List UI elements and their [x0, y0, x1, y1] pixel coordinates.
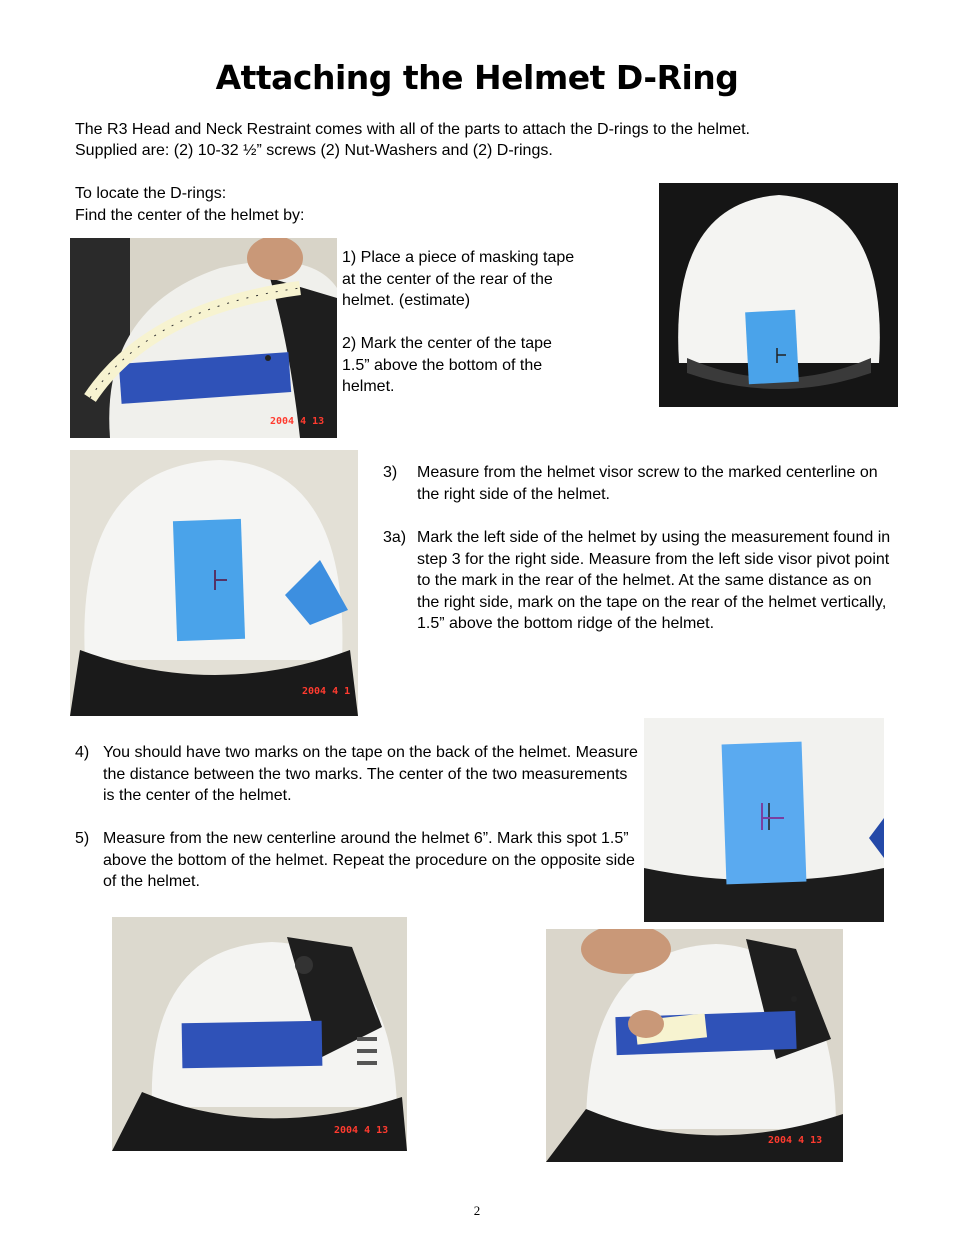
photo-3-illustration: [70, 450, 358, 716]
intro-line-2: Supplied are: (2) 10-32 ½” screws (2) Nut-Washers and (2) D-rings.: [75, 142, 553, 159]
step-3a: [383, 527, 898, 635]
page-title: Attaching the Helmet D-Ring: [215, 58, 739, 97]
step-4-number: 4): [75, 744, 90, 761]
photo-tape-measure-rear: [70, 238, 337, 438]
photo-helmet-rear-mark: [70, 450, 358, 716]
step-4-text: You should have two marks on the tape on the back of the helmet. Measure the distance between the two marks. The center of the two measurements is the center of the helmet.: [103, 744, 638, 804]
photo-helmet-side-tape: [112, 917, 407, 1151]
photo-measure-side: [546, 929, 843, 1162]
locate-subheading: Find the center of the helmet by:: [75, 207, 305, 224]
intro-line-1: The R3 Head and Neck Restraint comes with all of the parts to attach the D-rings to the helmet.: [75, 121, 750, 138]
photo-6-illustration: [546, 929, 843, 1162]
photo-3-date: 2004 4 1: [302, 686, 351, 697]
photo-5-illustration: [112, 917, 407, 1151]
locate-heading: To locate the D-rings:: [75, 185, 227, 202]
photo-helmet-rear-tape: [659, 183, 898, 407]
photo-2-illustration: [659, 183, 898, 407]
step-5-number: 5): [75, 830, 90, 847]
step-5-text: Measure from the new centerline around the helmet 6”. Mark this spot 1.5” above the bottom of the helmet. Repeat the procedure on the opposite side of the helmet.: [103, 830, 635, 890]
step-3-number: 3): [383, 464, 398, 481]
step-3a-number: 3a): [383, 529, 407, 546]
step-5: [75, 828, 640, 893]
step-2-text: 2) Mark the center of the tape 1.5” above the bottom of the helmet.: [342, 335, 552, 395]
photo-5-date: 2004 4 13: [334, 1125, 389, 1136]
photo-1-illustration: [70, 238, 337, 438]
step-3a-text: Mark the left side of the helmet by using the measurement found in step 3 for the right side. Measure from the left side visor pivot point to the mark in the rear of the helmet. At the same distance as on the right side, mark on the tape on the rear of the helmet vertically, 1.5” above the bottom ridge of the helmet.: [417, 529, 891, 632]
step-1-text: 1) Place a piece of masking tape at the center of the rear of the helmet. (estimate): [342, 249, 575, 309]
step-4: [75, 742, 640, 807]
page-number: 2: [473, 1203, 481, 1218]
photo-1-date: 2004 4 13: [270, 416, 325, 427]
photo-6-date: 2004 4 13: [768, 1135, 823, 1146]
photo-tape-two-marks: [644, 718, 884, 922]
photo-4-illustration: [644, 718, 884, 922]
step-3-text: Measure from the helmet visor screw to the marked centerline on the right side of the helmet.: [417, 464, 878, 503]
step-3: [383, 462, 898, 505]
